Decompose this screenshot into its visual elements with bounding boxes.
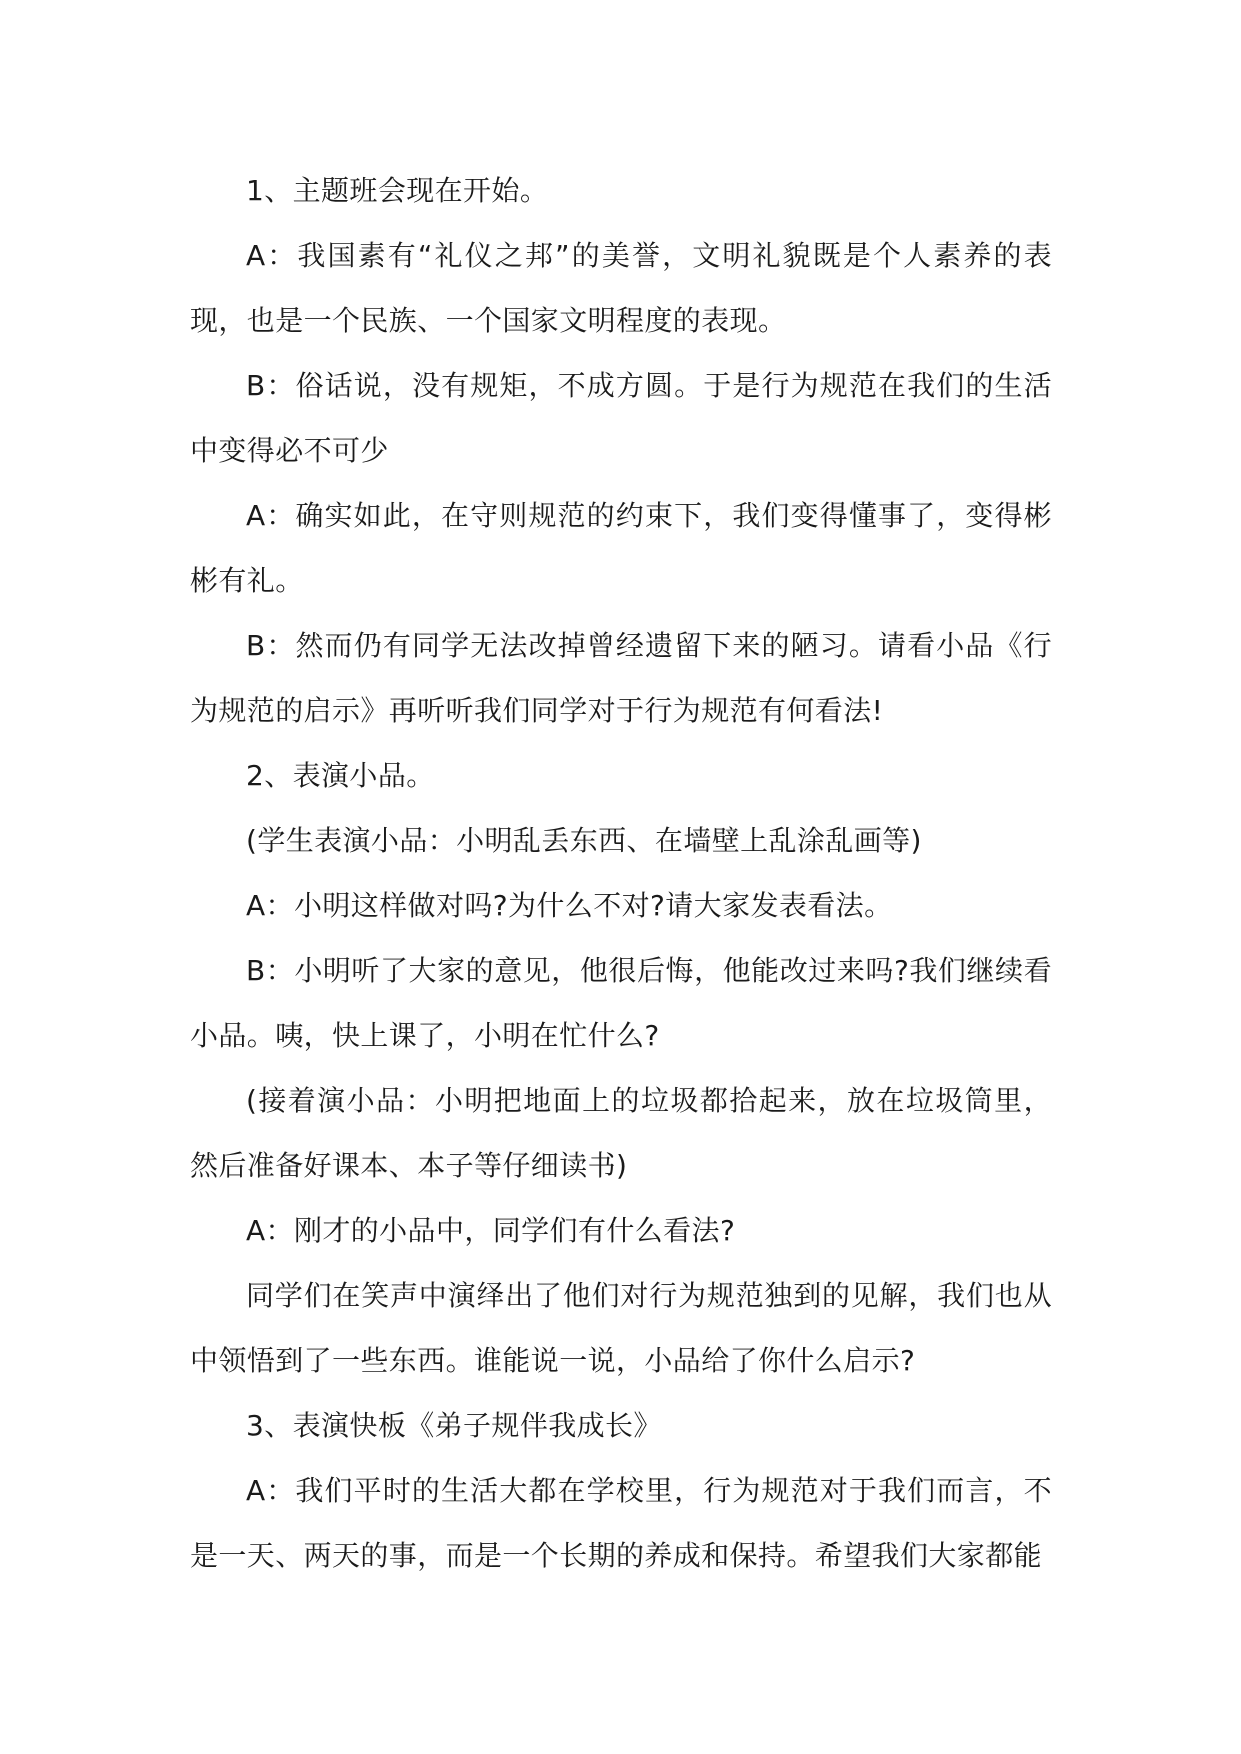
paragraph-2: A：我国素有“礼仪之邦”的美誉，文明礼貌既是个人素养的表现，也是一个民族、一个国家文明程度的表现。 <box>190 239 1052 337</box>
paragraph-10: (接着演小品：小明把地面上的垃圾都拾起来，放在垃圾筒里，然后准备好课本、本子等仔细读书) <box>190 1084 1052 1182</box>
paragraph-9: B：小明听了大家的意见，他很后悔，他能改过来吗?我们继续看小品。咦，快上课了，小明在忙什么? <box>190 954 1052 1052</box>
paragraph-14: A：我们平时的生活大都在学校里，行为规范对于我们而言，不是一天、两天的事，而是一个长期的养成和保持。希望我们大家都能 <box>190 1474 1052 1572</box>
paragraph-8: A：小明这样做对吗?为什么不对?请大家发表看法。 <box>246 889 893 922</box>
paragraph-12: 同学们在笑声中演绎出了他们对行为规范独到的见解，我们也从中领悟到了一些东西。谁能说一说，小品给了你什么启示? <box>190 1279 1052 1377</box>
paragraph-3: B：俗话说，没有规矩，不成方圆。于是行为规范在我们的生活中变得必不可少 <box>190 369 1052 467</box>
paragraph-13: 3、表演快板《弟子规伴我成长》 <box>246 1409 662 1442</box>
paragraph-4: A：确实如此，在守则规范的约束下，我们变得懂事了，变得彬彬有礼。 <box>190 499 1052 597</box>
paragraph-1: 1、主题班会现在开始。 <box>246 174 549 207</box>
document-body <box>190 158 1052 1588</box>
paragraph-7: (学生表演小品：小明乱丢东西、在墙壁上乱涂乱画等) <box>246 824 922 857</box>
paragraph-11: A：刚才的小品中，同学们有什么看法? <box>246 1214 736 1247</box>
paragraph-5: B：然而仍有同学无法改掉曾经遗留下来的陋习。请看小品《行为规范的启示》再听听我们同学对于行为规范有何看法! <box>190 629 1052 727</box>
paragraph-6: 2、表演小品。 <box>246 759 435 792</box>
